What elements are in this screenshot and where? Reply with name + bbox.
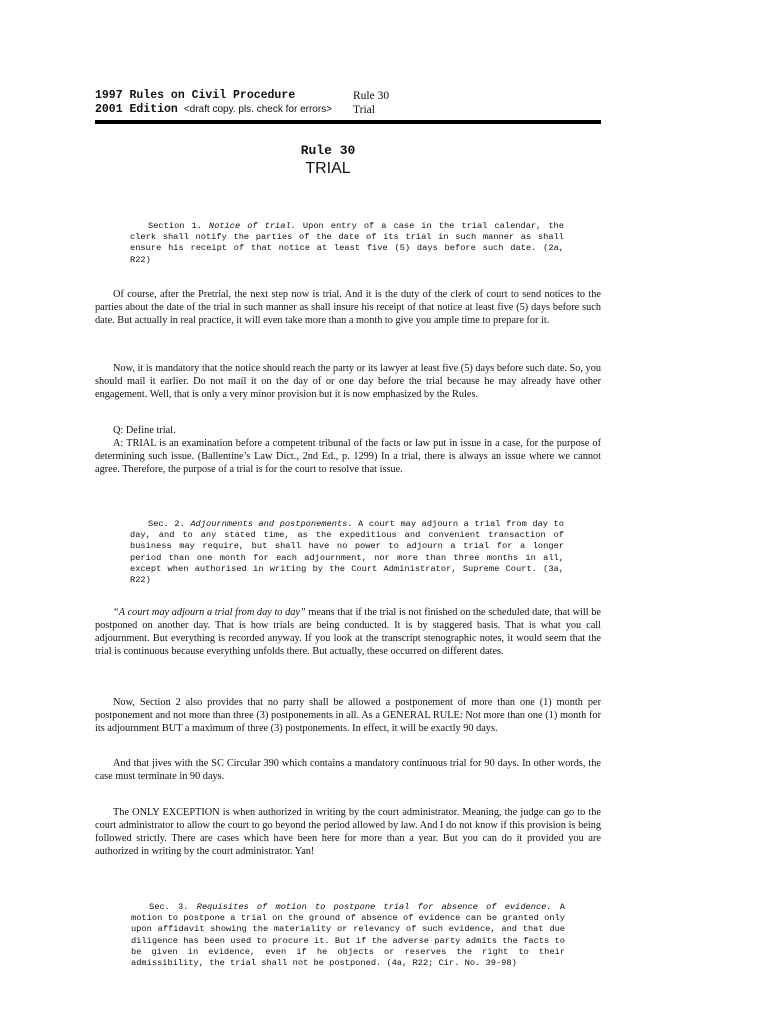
section-2-prefix: Sec. 2. [148, 519, 185, 529]
paragraph-3 [95, 424, 601, 476]
section-3-heading: Requisites of motion to postpone trial for absence of evidence. [196, 902, 552, 912]
section-1-heading: Notice of trial. [208, 221, 296, 231]
header-right [353, 89, 389, 117]
header-edition: 2001 Edition [95, 103, 178, 116]
paragraph-4-text: means that if the trial is not finished on the scheduled date, that will be postponed on another day. That is how trials are being conducted. It is by staggered basis. That is what you call adjournment. But everything is recorded anyway. If you look at the transcript stenographic notes, it would seem that the trial is continuous because everything unfolds there. But actually, these occurred on different dates. [95, 607, 601, 658]
header-book-title: 1997 Rules on Civil Procedure [95, 89, 296, 102]
paragraph-5 [95, 696, 601, 735]
header-left [95, 89, 332, 117]
paragraph-1 [95, 288, 601, 327]
paragraph-7 [95, 806, 601, 858]
section-3-body: A motion to postpone a trial on the ground of absence of evidence can be granted only upon affidavit showing the materiality or relevancy of such evidence, and that due diligence has been used to procure it. But if the adverse party admits the facts to be given in evidence, even if he objects or reserves the right to their admissibility, the trial shall not be postponed. (4a, R22; Cir. No. 39-98) [131, 902, 565, 969]
paragraph-6 [95, 757, 601, 783]
rule-number-heading: Rule 30 [300, 143, 356, 158]
header-rule-topic: Trial [353, 104, 375, 116]
section-2-text [130, 519, 564, 586]
paragraph-5-text: Now, Section 2 also provides that no party shall be allowed a postponement of more than one (1) month per postponement and not more than three (3) postponements in all. As a GENERAL RULE: Not more than one (1) month for its adjournment BUT a maximum of three (3) postponements. In effect, it will be exactly 90 days. [95, 697, 601, 735]
section-1-prefix: Section 1. [148, 221, 202, 231]
section-1-body: Upon entry of a case in the trial calendar, the clerk shall notify the parties of the date of its trial in such manner as shall ensure his receipt of that notice at least five (5) days before such date. (2a, R22) [130, 221, 564, 265]
paragraph-6-text: And that jives with the SC Circular 390 which contains a mandatory continuous trial for 90 days. In other words, the case must terminate in 90 days. [95, 758, 601, 783]
quoted-phrase: “A court may adjourn a trial from day to day” [113, 607, 306, 618]
section-2-body: A court may adjourn a trial from day to day, and to any stated time, as the expeditious and convenient transaction of business may require, but shall have no power to adjourn a trial for a longer period than one month for each adjournment, nor more than three months in all, except when authorised in writing by the Court Administrator, Supreme Court. (3a, R22) [130, 519, 564, 586]
section-1-text [130, 221, 564, 266]
header-draft-note: <draft copy. pls. check for errors> [183, 104, 333, 115]
section-3-prefix: Sec. 3. [149, 902, 189, 912]
paragraph-1-text: Of course, after the Pretrial, the next step now is trial. And it is the duty of the clerk of court to send notices to the parties about the date of the trial in such manner as shall insure his receipt of that notice at least five (5) days before such date. But actually in real practice, it will even take more than a month to give you ample time to prepare for it. [95, 289, 601, 327]
section-3-text [131, 902, 565, 969]
paragraph-2 [95, 362, 601, 401]
header-rule-number: Rule 30 [353, 90, 390, 102]
paragraph-2-text: Now, it is mandatory that the notice should reach the party or its lawyer at least five (5) days before such date. So, you should mail it earlier. Do not mail it on the day of or one day before the trial because he may already have other engagement. Well, that is only a very minor provision but it is now emphasized by the Rules. [95, 363, 601, 401]
answer-text: A: TRIAL is an examination before a competent tribunal of the facts or law put in issue in a case, for the purpose of determining such issue. (Ballentine’s Law Dict., 2nd Ed., p. 1299) In a trial, there is always an issue where we cannot agree. Therefore, the purpose of a trial is for the court to resolve that issue. [95, 438, 601, 476]
section-2-heading: Adjournments and postponements. [190, 519, 353, 529]
paragraph-4 [95, 606, 601, 658]
header-divider [95, 120, 601, 124]
rule-title-block [95, 143, 601, 179]
rule-title-heading: TRIAL [305, 160, 351, 177]
question-text: Q: Define trial. [113, 425, 176, 436]
paragraph-7-text: The ONLY EXCEPTION is when authorized in writing by the court administrator. Meaning, the judge can go to the court administrator to allow the court to go beyond the period allowed by law. And I do not know if this provision is being followed strictly. There are cases which have been here for more than a year. But you can do it provided you are authorized in writing by the court administrator. Yan! [95, 807, 601, 858]
